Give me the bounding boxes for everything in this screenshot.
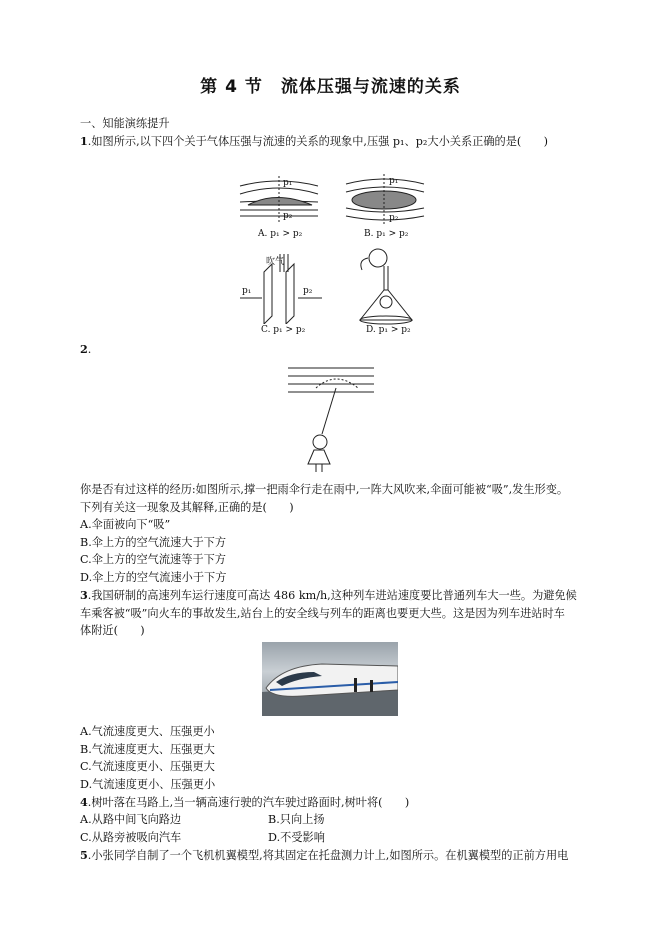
question-3-option-a: A.气流速度更大、压强更小: [80, 725, 215, 738]
question-4-text: .树叶落在马路上,当一辆高速行驶的汽车驶过路面时,树叶将( ): [87, 796, 410, 809]
question-1-number: 1: [80, 134, 88, 148]
figure-d-funnel-ball: [348, 244, 420, 328]
question-3-number: 3: [80, 588, 88, 602]
question-4-option-a: A.从路中间飞向路边: [80, 813, 182, 826]
question-1-text: .如图所示,以下四个关于气体压强与流速的关系的现象中,压强 p₁、p₂大小关系正确的是( ): [87, 135, 548, 148]
figure-d-caption: D. p₁ > p₂: [366, 325, 411, 335]
question-2-option-c: C.伞上方的空气流速等于下方: [80, 553, 226, 566]
figure-a-p2-label: p₂: [283, 211, 293, 221]
question-2-option-b: B.伞上方的空气流速大于下方: [80, 536, 227, 549]
umbrella-girl-figure: [286, 358, 378, 474]
figure-a-caption: A. p₁ > p₂: [258, 229, 303, 239]
question-2-num: 2: [80, 342, 88, 356]
question-3-option-c: C.气流速度更小、压强更大: [80, 760, 215, 773]
question-3-line-3: 体附近( ): [80, 624, 145, 637]
question-3-option-d: D.气流速度更小、压强更小: [80, 778, 216, 791]
question-2-line-2: 下列有关这一现象及其解释,正确的是( ): [80, 501, 294, 514]
question-4: [80, 795, 409, 810]
question-5-text: .小张同学自制了一个飞机机翼模型,将其固定在托盘测力计上,如图所示。在机翼模型的正前方用电: [87, 849, 569, 862]
question-5: [80, 848, 568, 863]
high-speed-train-photo: [262, 642, 398, 716]
question-5-number: 5: [80, 848, 88, 862]
question-2-dot: .: [87, 343, 92, 356]
figure-b-caption: B. p₁ > p₂: [364, 229, 409, 239]
section-heading: 一、知能演练提升: [80, 117, 170, 130]
page-title: 第 4 节 流体压强与流速的关系: [200, 77, 461, 97]
figure-c-p1-label: p₁: [242, 286, 252, 296]
figure-c-blow-label: 吹气: [266, 257, 285, 267]
question-3-text-1: .我国研制的高速列车运行速度可高达 486 km/h,这种列车进站速度要比普通列车大一些。为避免候: [87, 589, 577, 602]
question-4-option-c: C.从路旁被吸向汽车: [80, 831, 182, 844]
figure-c-caption: C. p₁ > p₂: [261, 325, 306, 335]
question-3-line-2: 车乘客被“吸”向火车的事故发生,站台上的安全线与列车的距离也要更大些。这是因为列车进站时车: [80, 607, 565, 620]
figure-b-p1-label: p₁: [389, 176, 399, 186]
figure-c-p2-label: p₂: [303, 286, 313, 296]
figure-b-p2-label: p₂: [389, 213, 399, 223]
question-2-option-a: A.伞面被向下“吸”: [80, 518, 171, 531]
question-1: [80, 134, 548, 149]
question-2-option-d: D.伞上方的空气流速小于下方: [80, 571, 227, 584]
question-3-option-b: B.气流速度更大、压强更大: [80, 743, 215, 756]
question-4-option-b: B.只向上扬: [268, 813, 325, 826]
question-2-line-1: 你是否有过这样的经历:如图所示,撑一把雨伞行走在雨中,一阵大风吹来,伞面可能被“吸”,发生形变。: [80, 483, 569, 496]
train-illustration: [262, 642, 398, 716]
question-4-option-d: D.不受影响: [268, 831, 325, 844]
question-3-line-1: [80, 588, 577, 603]
question-2-number: [80, 342, 91, 357]
figure-a-p1-label: p₁: [283, 178, 293, 188]
question-4-number: 4: [80, 795, 88, 809]
